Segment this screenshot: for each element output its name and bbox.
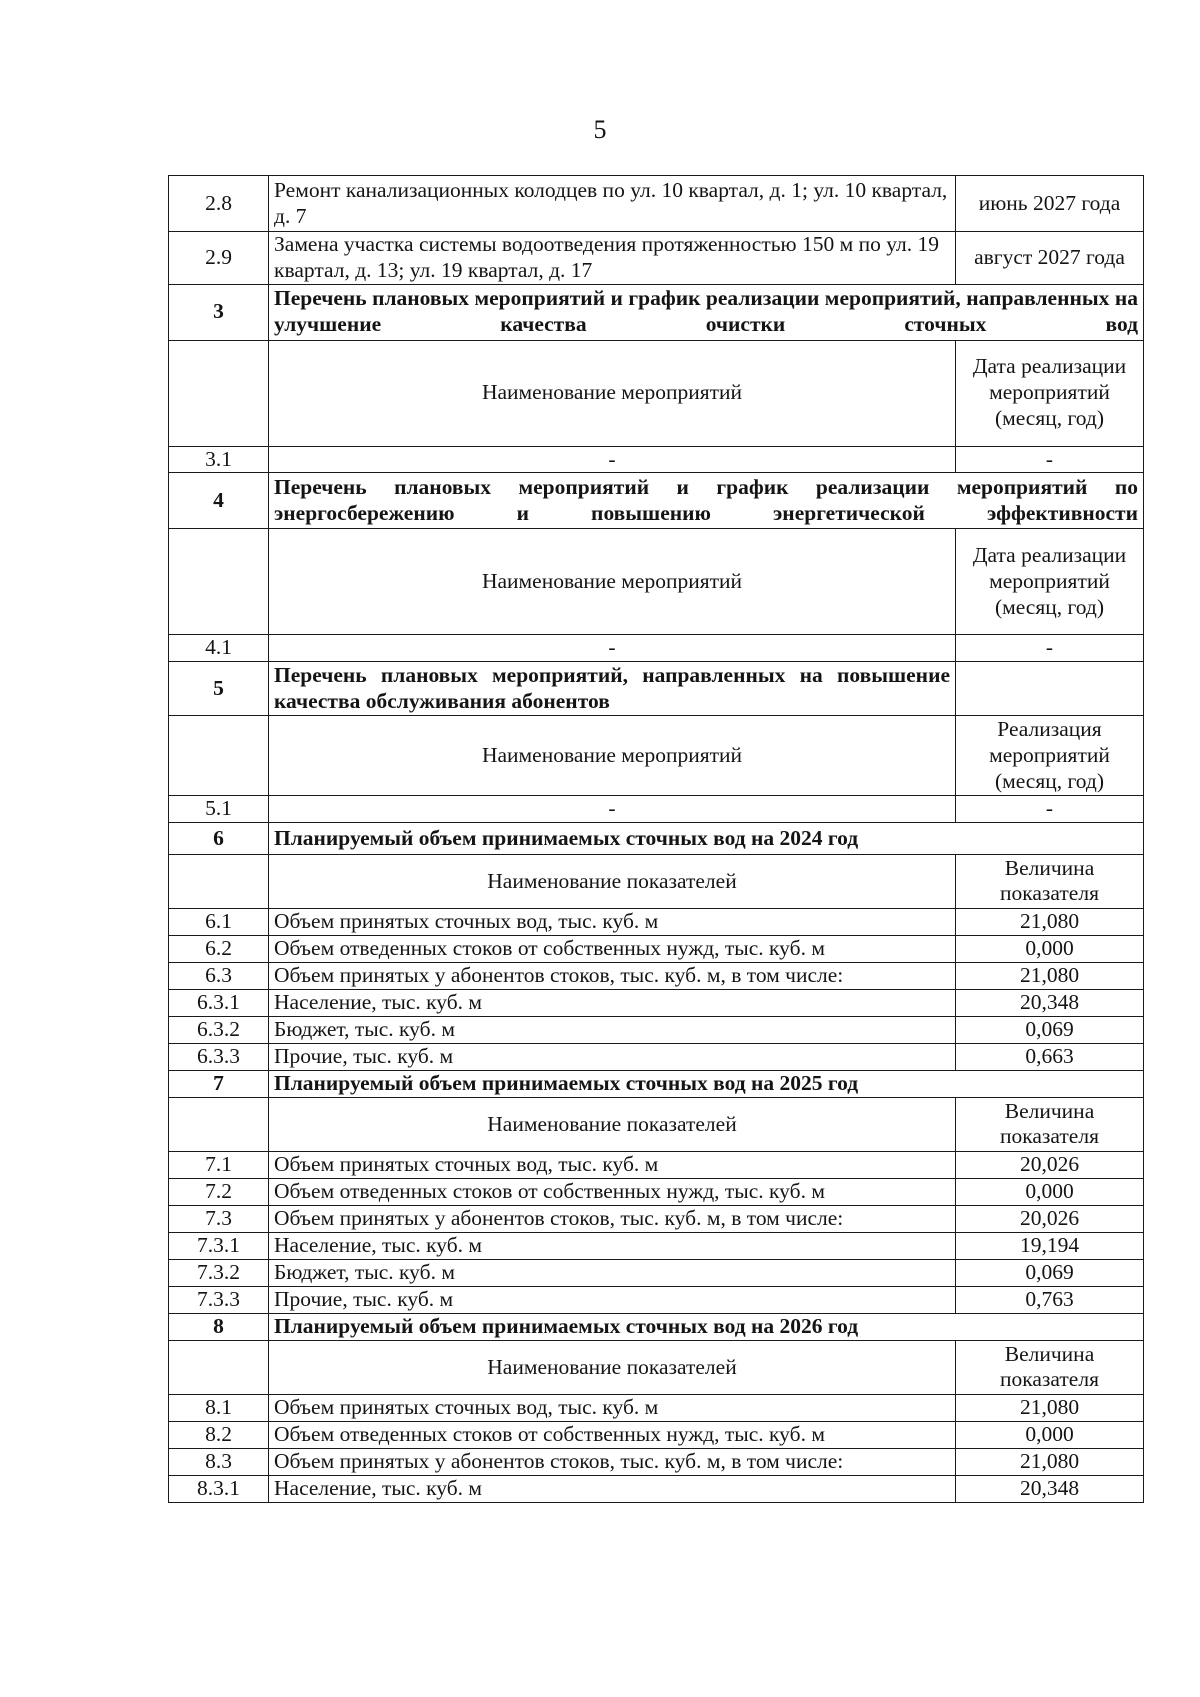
column-header-row xyxy=(169,340,1144,446)
row-number: 2.8 xyxy=(169,176,269,232)
row-value: 20,026 xyxy=(956,1151,1144,1178)
row-number: 7.3.1 xyxy=(169,1232,269,1259)
row-number: 6.3.2 xyxy=(169,1016,269,1043)
header-value: Дата реализации мероприятий (месяц, год) xyxy=(956,529,1144,635)
row-number: 6.3 xyxy=(169,962,269,989)
row-number: 4.1 xyxy=(169,635,269,662)
section-row xyxy=(169,1313,1144,1340)
row-text: Население, тыс. куб. м xyxy=(269,1232,956,1259)
table-row xyxy=(169,1232,1144,1259)
section-row xyxy=(169,473,1144,529)
row-value: 0,000 xyxy=(956,935,1144,962)
column-header-row xyxy=(169,716,1144,796)
row-number: 7.3.3 xyxy=(169,1286,269,1313)
row-text: Ремонт канализационных колодцев по ул. 10 квартал, д. 1; ул. 10 квартал, д. 7 xyxy=(269,176,956,232)
header-name: Наименование показателей xyxy=(269,1340,956,1394)
table-row xyxy=(169,1151,1144,1178)
column-header-row xyxy=(169,529,1144,635)
row-text: Объем отведенных стоков от собственных нужд, тыс. куб. м xyxy=(269,1421,956,1448)
table-row xyxy=(169,232,1144,285)
table-row xyxy=(169,1448,1144,1475)
table-row xyxy=(169,635,1144,662)
section-number: 7 xyxy=(169,1070,269,1097)
row-number: 6.3.1 xyxy=(169,989,269,1016)
header-name: Наименование мероприятий xyxy=(269,716,956,796)
row-value: - xyxy=(956,635,1144,662)
table-row xyxy=(169,1421,1144,1448)
header-blank xyxy=(169,1340,269,1394)
table-row xyxy=(169,176,1144,232)
row-text: Объем отведенных стоков от собственных нужд, тыс. куб. м xyxy=(269,935,956,962)
row-value: 19,194 xyxy=(956,1232,1144,1259)
section-number: 8 xyxy=(169,1313,269,1340)
row-text: Объем принятых у абонентов стоков, тыс. куб. м, в том числе: xyxy=(269,962,956,989)
table-body xyxy=(169,176,1144,1503)
table-row xyxy=(169,446,1144,473)
section-row xyxy=(169,662,1144,716)
table-row xyxy=(169,1475,1144,1502)
section-number: 3 xyxy=(169,284,269,340)
row-value: 20,348 xyxy=(956,1475,1144,1502)
section-title: Планируемый объем принимаемых сточных вод на 2026 год xyxy=(269,1313,1144,1340)
header-blank xyxy=(169,716,269,796)
row-text: - xyxy=(269,635,956,662)
row-number: 7.1 xyxy=(169,1151,269,1178)
row-value: 21,080 xyxy=(956,908,1144,935)
column-header-row xyxy=(169,1097,1144,1151)
table-row xyxy=(169,1016,1144,1043)
section-number: 6 xyxy=(169,822,269,854)
row-value: 0,763 xyxy=(956,1286,1144,1313)
section-title: Планируемый объем принимаемых сточных вод на 2025 год xyxy=(269,1070,1144,1097)
row-value: 0,000 xyxy=(956,1178,1144,1205)
row-text: - xyxy=(269,796,956,823)
row-number: 3.1 xyxy=(169,446,269,473)
row-number: 8.3 xyxy=(169,1448,269,1475)
header-blank xyxy=(169,1097,269,1151)
row-value: август 2027 года xyxy=(956,232,1144,285)
row-value: - xyxy=(956,446,1144,473)
header-blank xyxy=(169,529,269,635)
row-value: 20,026 xyxy=(956,1205,1144,1232)
table-row xyxy=(169,1205,1144,1232)
row-number: 8.1 xyxy=(169,1394,269,1421)
row-value: 20,348 xyxy=(956,989,1144,1016)
header-name: Наименование показателей xyxy=(269,854,956,908)
section-number: 4 xyxy=(169,473,269,529)
table-row xyxy=(169,796,1144,823)
header-name: Наименование мероприятий xyxy=(269,340,956,446)
row-text: Население, тыс. куб. м xyxy=(269,989,956,1016)
section-title: Перечень плановых мероприятий и график реализации мероприятий по энергосбережению и повышению энергетической эффективности xyxy=(269,473,1144,529)
section-value xyxy=(956,662,1144,716)
row-text: Объем принятых у абонентов стоков, тыс. куб. м, в том числе: xyxy=(269,1205,956,1232)
row-text: Бюджет, тыс. куб. м xyxy=(269,1259,956,1286)
table-row xyxy=(169,1286,1144,1313)
row-text: Объем отведенных стоков от собственных нужд, тыс. куб. м xyxy=(269,1178,956,1205)
row-number: 7.2 xyxy=(169,1178,269,1205)
header-name: Наименование показателей xyxy=(269,1097,956,1151)
row-text: Население, тыс. куб. м xyxy=(269,1475,956,1502)
row-value: 21,080 xyxy=(956,962,1144,989)
row-text: Объем принятых сточных вод, тыс. куб. м xyxy=(269,1394,956,1421)
row-text: Прочие, тыс. куб. м xyxy=(269,1043,956,1070)
row-value: 21,080 xyxy=(956,1448,1144,1475)
table-row xyxy=(169,1394,1144,1421)
column-header-row xyxy=(169,1340,1144,1394)
header-value: Реализация мероприятий (месяц, год) xyxy=(956,716,1144,796)
row-value: 0,000 xyxy=(956,1421,1144,1448)
row-number: 6.1 xyxy=(169,908,269,935)
measures-table xyxy=(168,175,1144,1503)
section-row xyxy=(169,822,1144,854)
header-value: Величина показателя xyxy=(956,1097,1144,1151)
row-value: 0,663 xyxy=(956,1043,1144,1070)
row-number: 7.3.2 xyxy=(169,1259,269,1286)
header-blank xyxy=(169,854,269,908)
table-row xyxy=(169,1178,1144,1205)
row-number: 6.3.3 xyxy=(169,1043,269,1070)
section-row xyxy=(169,1070,1144,1097)
row-value: июнь 2027 года xyxy=(956,176,1144,232)
row-text: Объем принятых сточных вод, тыс. куб. м xyxy=(269,1151,956,1178)
row-value: 21,080 xyxy=(956,1394,1144,1421)
table-row xyxy=(169,962,1144,989)
header-value: Дата реализации мероприятий (месяц, год) xyxy=(956,340,1144,446)
header-value: Величина показателя xyxy=(956,1340,1144,1394)
row-text: Замена участка системы водоотведения протяженностью 150 м по ул. 19 квартал, д. 13; ул. 19 квартал, д. 17 xyxy=(269,232,956,285)
table-row xyxy=(169,935,1144,962)
header-name: Наименование мероприятий xyxy=(269,529,956,635)
row-number: 8.3.1 xyxy=(169,1475,269,1502)
table-row xyxy=(169,1259,1144,1286)
row-number: 2.9 xyxy=(169,232,269,285)
row-text: Бюджет, тыс. куб. м xyxy=(269,1016,956,1043)
section-title: Планируемый объем принимаемых сточных вод на 2024 год xyxy=(269,822,1144,854)
row-value: 0,069 xyxy=(956,1016,1144,1043)
row-text: Прочие, тыс. куб. м xyxy=(269,1286,956,1313)
header-value: Величина показателя xyxy=(956,854,1144,908)
row-number: 5.1 xyxy=(169,796,269,823)
row-value: - xyxy=(956,796,1144,823)
row-number: 6.2 xyxy=(169,935,269,962)
table-row xyxy=(169,908,1144,935)
section-row xyxy=(169,284,1144,340)
row-text: Объем принятых у абонентов стоков, тыс. куб. м, в том числе: xyxy=(269,1448,956,1475)
row-value: 0,069 xyxy=(956,1259,1144,1286)
row-number: 8.2 xyxy=(169,1421,269,1448)
table-row xyxy=(169,1043,1144,1070)
table-row xyxy=(169,989,1144,1016)
row-text: Объем принятых сточных вод, тыс. куб. м xyxy=(269,908,956,935)
column-header-row xyxy=(169,854,1144,908)
section-title: Перечень плановых мероприятий, направленных на повышение качества обслуживания абонентов xyxy=(269,662,956,716)
row-text: - xyxy=(269,446,956,473)
page-number: 5 xyxy=(593,115,607,144)
section-title: Перечень плановых мероприятий и график реализации мероприятий, направленных на улучшение качества очистки сточных вод xyxy=(269,284,1144,340)
header-blank xyxy=(169,340,269,446)
section-number: 5 xyxy=(169,662,269,716)
row-number: 7.3 xyxy=(169,1205,269,1232)
